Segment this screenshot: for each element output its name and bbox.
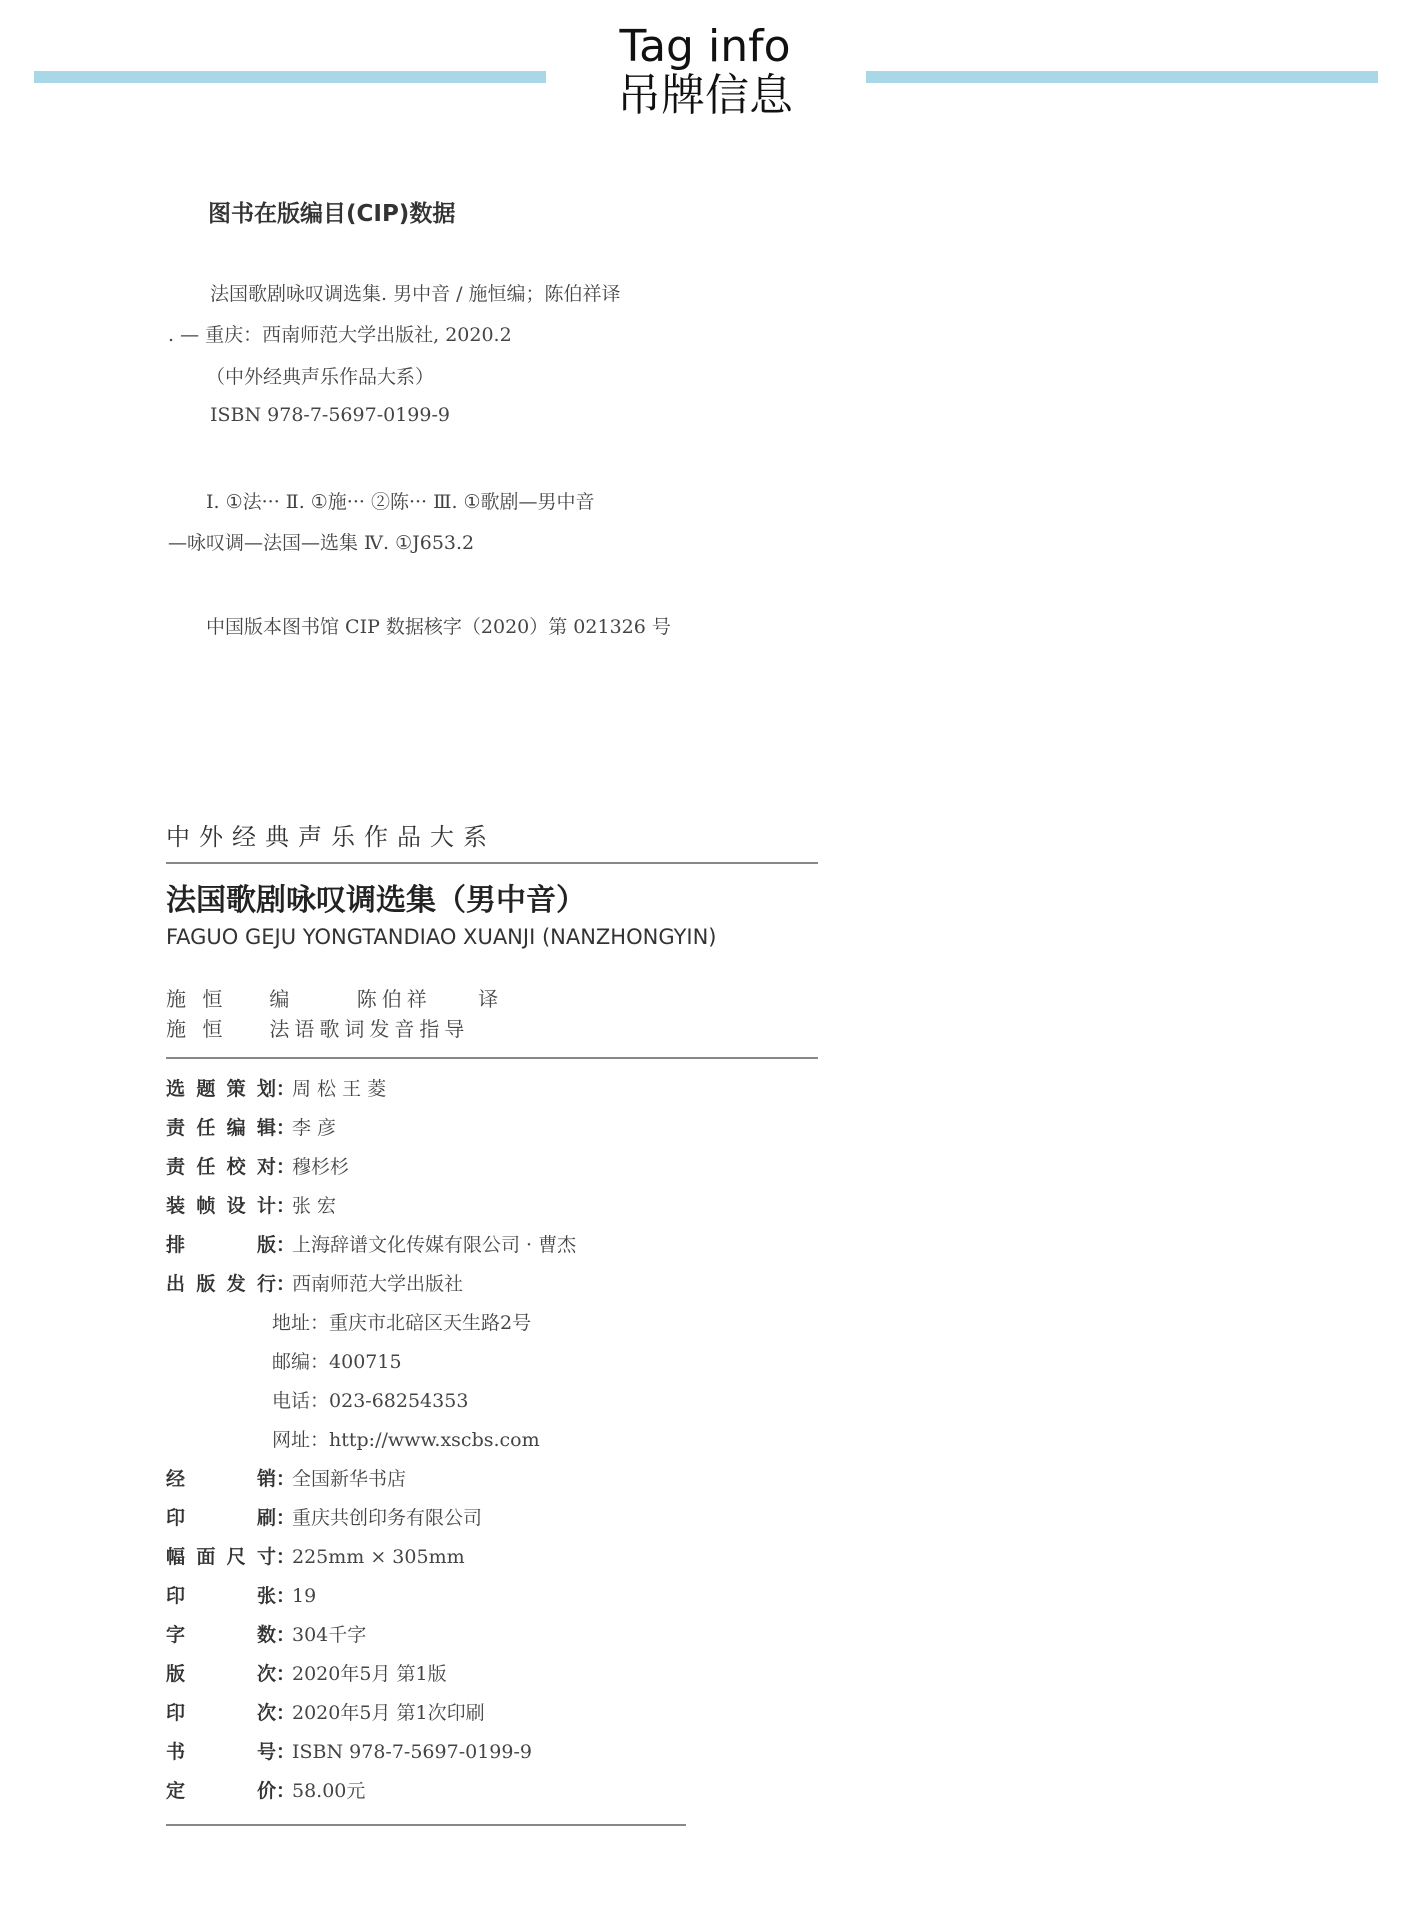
- header-accent-line-left: [34, 71, 546, 83]
- info-row-value: 穆杉杉: [292, 1156, 350, 1178]
- credit-line-1: [166, 983, 503, 1012]
- info-row-printing: 印次：2020年5月 第1次印刷: [166, 1698, 485, 1725]
- cip-line-1: 法国歌剧咏叹调选集. 男中音 / 施恒编；陈伯祥译: [210, 283, 621, 305]
- info-row-value: ISBN 978-7-5697-0199-9: [292, 1741, 532, 1763]
- publisher-detail-value: 400715: [329, 1351, 402, 1373]
- cip-line-isbn: ISBN 978-7-5697-0199-9: [210, 404, 450, 426]
- info-row-label: 印刷: [166, 1507, 276, 1529]
- cip-line-record: 中国版本图书馆 CIP 数据核字（2020）第 021326 号: [206, 616, 671, 638]
- cip-line-class-1: Ⅰ. ①法··· Ⅱ. ①施··· ②陈··· Ⅲ. ①歌剧—男中音: [206, 491, 595, 513]
- credit-line-2: [166, 1013, 469, 1042]
- info-row-wordcount: 字数：304千字: [166, 1620, 366, 1647]
- info-row-value: 李 彦: [292, 1117, 337, 1139]
- info-row-proofreader: 责任校对：穆杉杉: [166, 1152, 349, 1179]
- info-row-label: 印张: [166, 1585, 276, 1607]
- info-row-value: 周 松 王 菱: [292, 1078, 387, 1100]
- publisher-address: [272, 1308, 531, 1335]
- credit-coach-name: 施 恒: [166, 1017, 228, 1041]
- publisher-detail-value: 重庆市北碚区天生路2号: [329, 1312, 532, 1334]
- cip-line-3: （中外经典声乐作品大系）: [206, 366, 435, 388]
- divider-top: [166, 862, 818, 864]
- publisher-detail-label: 邮编：: [272, 1351, 330, 1373]
- cip-line-2: . — 重庆：西南师范大学出版社, 2020.2: [168, 324, 512, 346]
- book-title-zh: 法国歌剧咏叹调选集（男中音）: [166, 883, 586, 918]
- publisher-postcode: [272, 1347, 402, 1374]
- credit-editor-name: 施 恒: [166, 987, 228, 1011]
- info-row-isbn: 书号：ISBN 978-7-5697-0199-9: [166, 1737, 532, 1764]
- info-row-label: 版次: [166, 1663, 276, 1685]
- cip-heading: 图书在版编目(CIP)数据: [208, 201, 456, 227]
- info-row-label: 书号: [166, 1741, 276, 1763]
- info-row-label: 经销: [166, 1468, 276, 1490]
- header-title-en: Tag info: [619, 21, 791, 72]
- credit-translator-role: 译: [478, 987, 504, 1011]
- info-row-value: 重庆共创印务有限公司: [292, 1507, 483, 1529]
- info-row-value: 225mm × 305mm: [292, 1546, 465, 1568]
- publisher-detail-value: 023-68254353: [329, 1390, 469, 1412]
- info-row-value: 304千字: [292, 1624, 367, 1646]
- info-row-label: 印次: [166, 1702, 276, 1724]
- info-row-design: 装帧设计：张 宏: [166, 1191, 336, 1218]
- publisher-detail-label: 地址：: [272, 1312, 330, 1334]
- header-accent-line-right: [866, 71, 1378, 83]
- info-row-editor: 责任编辑：李 彦: [166, 1113, 336, 1140]
- publisher-detail-label: 网址：: [272, 1429, 330, 1451]
- book-title-en: FAGUO GEJU YONGTANDIAO XUANJI (NANZHONGYIN): [166, 925, 717, 949]
- info-row-label: 定价: [166, 1780, 276, 1802]
- info-row-value: 2020年5月 第1版: [292, 1663, 447, 1685]
- info-row-value: 58.00元: [292, 1780, 366, 1802]
- divider-middle: [166, 1057, 818, 1059]
- publisher-phone: [272, 1386, 468, 1413]
- info-row-value: 西南师范大学出版社: [292, 1273, 464, 1295]
- info-row-format: 幅面尺寸：225mm × 305mm: [166, 1542, 465, 1569]
- info-row-label: 字数: [166, 1624, 276, 1646]
- divider-bottom: [166, 1824, 686, 1826]
- series-name: 中外经典声乐作品大系: [166, 823, 496, 851]
- header-title: [560, 22, 850, 121]
- publisher-detail-label: 电话：: [272, 1390, 330, 1412]
- info-row-value: 上海辞谱文化传媒有限公司 · 曹杰: [292, 1234, 577, 1256]
- info-row-label: 排版: [166, 1234, 276, 1256]
- info-row-distributor: 经销：全国新华书店: [166, 1464, 406, 1491]
- info-row-planning: 选题策划：周 松 王 菱: [166, 1074, 386, 1101]
- info-row-label: 出版发行: [166, 1273, 276, 1295]
- info-row-label: 幅面尺寸: [166, 1546, 276, 1568]
- credit-translator-name: 陈伯祥: [356, 987, 432, 1011]
- header-title-zh: 吊牌信息: [617, 70, 793, 122]
- info-row-price: 定价：58.00元: [166, 1776, 365, 1803]
- info-row-edition: 版次：2020年5月 第1版: [166, 1659, 447, 1686]
- info-row-typesetting: 排版：上海辞谱文化传媒有限公司 · 曹杰: [166, 1230, 576, 1257]
- info-row-label: 责任校对: [166, 1156, 276, 1178]
- info-row-publisher: 出版发行：西南师范大学出版社: [166, 1269, 463, 1296]
- info-row-label: 装帧设计: [166, 1195, 276, 1217]
- info-row-label: 选题策划: [166, 1078, 276, 1100]
- cip-line-class-2: —咏叹调—法国—选集 Ⅳ. ①J653.2: [168, 532, 475, 554]
- info-row-label: 责任编辑: [166, 1117, 276, 1139]
- info-row-sheets: 印张：19: [166, 1581, 316, 1608]
- info-row-value: 19: [292, 1585, 317, 1607]
- publisher-detail-value: http://www.xscbs.com: [329, 1429, 540, 1451]
- info-row-value: 全国新华书店: [292, 1468, 407, 1490]
- info-row-value: 张 宏: [292, 1195, 337, 1217]
- info-row-printer: 印刷：重庆共创印务有限公司: [166, 1503, 482, 1530]
- publisher-website: [272, 1425, 540, 1452]
- info-row-value: 2020年5月 第1次印刷: [292, 1702, 485, 1724]
- credit-coach-role: 法语歌词发音指导: [269, 1017, 470, 1041]
- credit-editor-role: 编: [269, 987, 295, 1011]
